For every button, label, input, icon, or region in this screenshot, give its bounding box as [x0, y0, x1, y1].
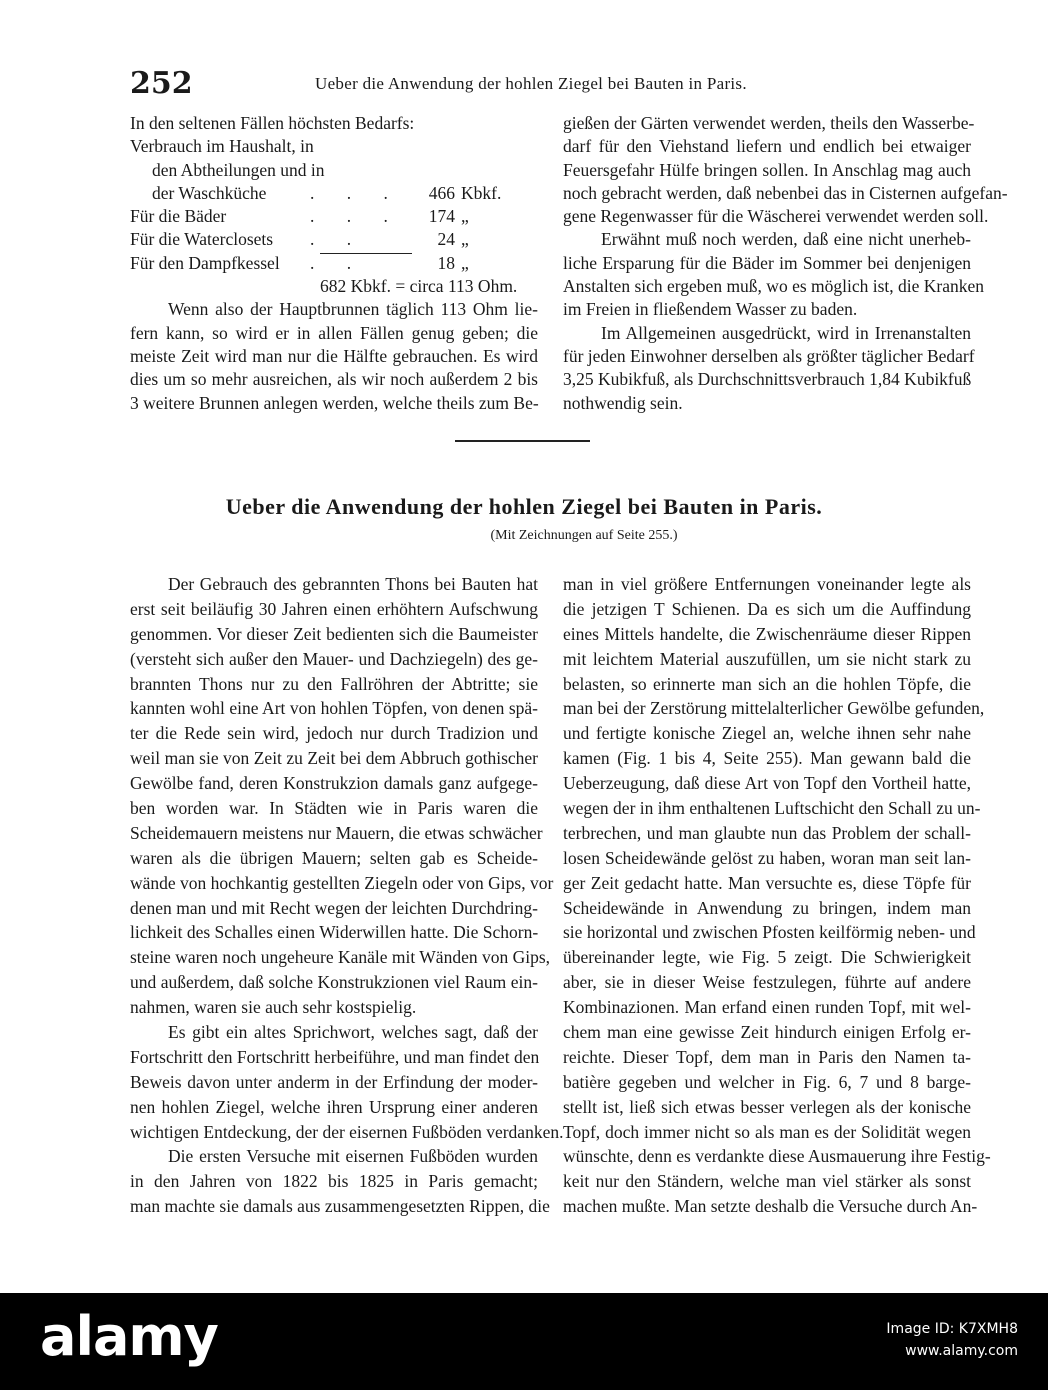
text-line: terbrechen, und man glaubte nun das Problem der schall-: [563, 822, 971, 843]
article-subtitle: (Mit Zeichnungen auf Seite 255.): [490, 528, 678, 543]
article-title: Ueber die Anwendung der hohlen Ziegel bei Bauten in Paris.: [225, 494, 823, 519]
table-row: [130, 228, 538, 251]
text-line: eines Mittels handelte, die Zwischenräume dieser Rippen: [563, 623, 971, 644]
table-cell-value: 24: [437, 229, 455, 250]
text-line: Anstalten sich ergeben muß, wo es möglich ist, die Kranken: [563, 276, 985, 297]
top-left-column: [130, 112, 538, 415]
text-line: Feuersgefahr Hülfe bringen sollen. In Anschlag mag auch: [563, 159, 971, 180]
text-line: keit nur den Ständern, welche man viel stärker als sonst: [563, 1171, 971, 1192]
table-cell-value: 174: [428, 206, 455, 227]
text-line: denen man und mit Recht wegen der leichten Durchdring-: [130, 897, 538, 918]
table-cell-unit: „: [461, 252, 469, 273]
text-line: 3 weitere Brunnen anlegen werden, welche theils zum Be-: [130, 392, 539, 413]
text-line: fern kann, so wird er in allen Fällen genug geben; die: [130, 322, 538, 343]
table-row: [130, 252, 538, 275]
text-line: Scheidewände in Anwendung zu bringen, indem man: [563, 897, 971, 918]
text-line: die jetzigen T Schienen. Da es sich um die Auffindung: [563, 598, 971, 619]
text-line: ben worden war. In Städten wie in Paris waren die: [130, 798, 538, 819]
text-line: Ueberzeugung, daß diese Art von Topf den Vortheil hatte,: [563, 773, 971, 794]
text-line: wegen der in ihm enthaltenen Luftschicht den Schall zu un-: [563, 798, 981, 819]
table-row: [130, 159, 538, 182]
table-cell-unit: „: [461, 229, 469, 250]
text-line: noch gebracht werden, daß nebenbei das in Cisternen aufgefan-: [563, 182, 1008, 203]
text-line: und außerdem, daß solche Konstrukzionen viel Raum ein-: [130, 972, 538, 993]
text-line: genommen. Vor dieser Zeit bedienten sich die Baumeister: [130, 623, 538, 644]
table-cell-label: Verbrauch im Haushalt, in: [130, 136, 314, 157]
table-total: 682 Kbkf. = circa 113 Ohm.: [320, 276, 518, 297]
text-line: ter die Rede sein wird, jedoch nur durch Tradizion und: [130, 723, 538, 744]
table-cell-label: den Abtheilungen und in: [152, 159, 325, 180]
watermark-info: [886, 1318, 1018, 1362]
table-cell-unit: Kbkf.: [461, 182, 502, 203]
article-left-column: [130, 572, 564, 1219]
text-line: steine waren noch ungeheure Kanäle mit Wänden von Gips,: [130, 947, 551, 968]
text-line: weil man sie von Zeit zu Zeit bei dem Abbruch gothischer: [130, 748, 538, 769]
watermark-image-id: Image ID: K7XMH8: [886, 1321, 1018, 1337]
table-cell-dots: . . .: [310, 182, 402, 203]
text-line: darf für den Viehstand liefern und endlich bei etwaiger: [563, 136, 971, 157]
sum-rule: [320, 253, 412, 254]
table-row: [130, 182, 538, 205]
text-line: ger Zeit gedacht hatte. Man versuchte es, diese Töpfe für: [563, 872, 971, 893]
table-cell-label: Für den Dampfkessel: [130, 252, 280, 273]
table-cell-label: Für die Waterclosets: [130, 229, 274, 250]
text-line: dies um so mehr ausreichen, als wir noch außerdem 2 bis: [130, 369, 538, 390]
text-line: Im Allgemeinen ausgedrückt, wird in Irrenanstalten: [601, 322, 971, 343]
text-line: übereinander legte, wie Fig. 5 zeigt. Die Schwierigkeit: [563, 947, 971, 968]
table-cell-dots: [310, 135, 400, 158]
text-line: in den Jahren von 1822 bis 1825 in Paris gemacht;: [130, 1171, 538, 1192]
text-line: Beweis davon unter anderm in der Erfindung der moder-: [130, 1071, 538, 1092]
text-line: sie horizontal und zwischen Pfosten keilförmig neben- und: [563, 922, 976, 943]
watermark-logo: alamy: [40, 1305, 218, 1368]
watermark-url: www.alamy.com: [905, 1343, 1018, 1359]
text-line: Es gibt ein altes Sprichwort, welches sagt, daß der: [168, 1022, 538, 1043]
text-line: man machte sie damals aus zusammengesetzten Rippen, die: [130, 1196, 550, 1217]
text-line: stellt ist, ließ sich etwas besser verlegen als der konische: [563, 1096, 971, 1117]
text-line: aber, sie in dieser Weise festzulegen, führte auf andere: [563, 972, 971, 993]
article-right-column: [563, 572, 991, 1219]
text-line: im Freien in fließendem Wasser zu baden.: [563, 299, 858, 320]
table-cell-value: 18: [437, 252, 455, 273]
text-line: lichkeit des Schalles einen Widerwillen hatte. Die Schorn-: [130, 922, 539, 943]
text-line: nothwendig sein.: [563, 392, 683, 413]
text-line: Gewölbe fand, deren Konstrukzion damals ganz aufgege-: [130, 773, 538, 794]
table-cell-dots: . . .: [310, 206, 402, 227]
table-cell-dots: [310, 159, 400, 182]
text-line: waren als die übrigen Mauern; selten gab es Scheide-: [130, 847, 538, 868]
table-cell-dots: . .: [310, 229, 366, 250]
running-head: Ueber die Anwendung der hohlen Ziegel bei Bauten in Paris.: [315, 74, 747, 93]
text-line: Erwähnt muß noch werden, daß eine nicht unerheb-: [601, 229, 971, 250]
text-line: brannten Thons nur zu den Fallröhren der Abtritte; sie: [130, 673, 538, 694]
table-cell-unit: [455, 159, 521, 182]
text-line: Fortschritt den Fortschritt herbeiführe, und man findet den: [130, 1046, 540, 1067]
text-line: kannten wohl eine Art von hohlen Töpfen, von denen spä-: [130, 698, 538, 719]
text-line: nen hohlen Ziegel, welche ihren Ursprung einer anderen: [130, 1096, 538, 1117]
text-line: und fertigte konische Ziegel an, welche ihnen sehr nahe: [563, 723, 971, 744]
table-cell-value: [400, 135, 455, 158]
top-right-column: [563, 112, 1008, 415]
text-line: meiste Zeit wird man nur die Hälfte gebrauchen. Es wird: [130, 345, 538, 366]
text-line: belasten, so erinnerte man sich an die hohlen Töpfe, die: [563, 673, 971, 694]
text-line: Die ersten Versuche mit eisernen Fußböden wurden: [168, 1146, 538, 1167]
table-cell-label: Für die Bäder: [130, 206, 227, 227]
text-line: wünschte, denn es verdankte diese Ausmauerung ihre Festig-: [563, 1146, 991, 1167]
table-row: [130, 205, 538, 228]
text-line: nahmen, waren sie auch sehr kostspielig.: [130, 997, 417, 1018]
text-line: chem man eine gewisse Zeit hindurch einigen Erfolg er-: [563, 1022, 971, 1043]
text-line: gießen der Gärten verwendet werden, theils den Wasserbe-: [563, 113, 975, 133]
text-line: man bei der Zerstörung mittelalterlicher Gewölbe gefunden,: [563, 698, 985, 719]
text-line: reichte. Dieser Topf, dem man in Paris den Namen ta-: [563, 1046, 971, 1067]
text-line: machen mußte. Man setzte deshalb die Versuche durch An-: [563, 1196, 978, 1217]
section-divider: [455, 440, 590, 442]
text-line: 3,25 Kubikfuß, als Durchschnittsverbrauch 1,84 Kubikfuß: [563, 369, 972, 390]
text-line: wichtigen Entdeckung, der der eisernen Fußböden verdanken.: [130, 1121, 564, 1142]
table-cell-value: [400, 159, 455, 182]
text-line: Der Gebrauch des gebrannten Thons bei Bauten hat: [168, 574, 538, 594]
text-line: erst seit beiläufig 30 Jahren einen erhöhtern Aufschwung: [130, 598, 538, 619]
table-cell-unit: [455, 135, 521, 158]
text-line: gene Regenwasser für die Wäscherei verwendet werden soll.: [563, 206, 989, 227]
text-line: batière gegeben und welcher in Fig. 6, 7 und 8 barge-: [563, 1071, 971, 1092]
table-heading: In den seltenen Fällen höchsten Bedarfs:: [130, 113, 415, 133]
text-line: liche Ersparung für die Bäder im Sommer bei denjenigen: [563, 252, 971, 273]
table-row: [130, 135, 538, 158]
table-cell-value: 466: [428, 182, 455, 203]
table-cell-label: der Waschküche: [152, 182, 267, 203]
text-line: Wenn also der Hauptbrunnen täglich 113 Ohm lie-: [168, 299, 538, 320]
text-line: Topf, doch immer nicht so als man es der Solidität wegen: [563, 1121, 971, 1142]
table-cell-dots: . .: [310, 252, 366, 273]
page-number: 252: [130, 66, 193, 101]
text-line: für jeden Einwohner derselben als größter täglicher Bedarf: [563, 345, 975, 366]
text-line: wände von hochkantig gestellten Ziegeln oder von Gips, vor: [130, 872, 554, 893]
text-line: Scheidemauern meistens nur Mauern, die etwas schwächer: [130, 822, 543, 843]
text-line: kamen (Fig. 1 bis 4, Seite 255). Man gewann bald die: [563, 748, 971, 769]
text-line: (versteht sich außer den Mauer- und Dachziegeln) des ge-: [130, 648, 538, 669]
text-line: man in viel größere Entfernungen voneinander legte als: [563, 574, 971, 594]
text-line: mit leichtem Material auszufüllen, um sie nicht stark zu: [563, 648, 971, 669]
table-cell-unit: „: [461, 206, 469, 227]
text-line: losen Scheidewände gelöst zu haben, woran man seit lan-: [563, 847, 971, 868]
text-line: Kombinazionen. Man erfand einen runden Topf, mit wel-: [563, 997, 971, 1018]
